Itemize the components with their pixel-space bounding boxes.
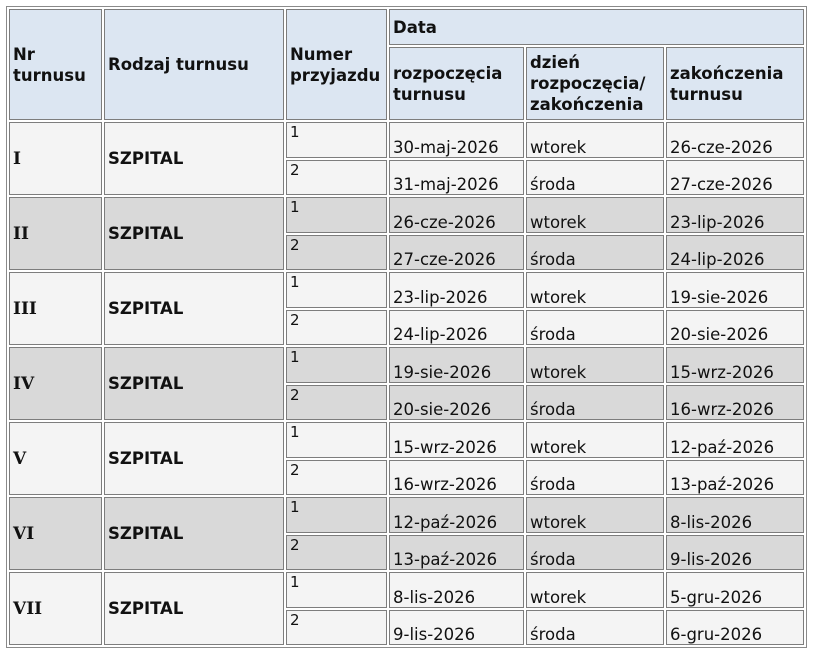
data-zakonczenia: 19-sie-2026 (666, 272, 804, 308)
data-zakonczenia: 15-wrz-2026 (666, 347, 804, 383)
dzien-tygodnia: środa (526, 160, 664, 196)
table-row (9, 572, 804, 608)
przyjazd-numer: 1 (286, 497, 387, 533)
przyjazd-numer: 2 (286, 535, 387, 571)
przyjazd-numer: 1 (286, 197, 387, 233)
dzien-tygodnia: wtorek (526, 422, 664, 458)
data-zakonczenia: 23-lip-2026 (666, 197, 804, 233)
header-rodzaj-turnusu: Rodzaj turnusu (104, 9, 284, 120)
table-row (9, 422, 804, 458)
turnus-rodzaj: SZPITAL (104, 572, 284, 645)
header-numer-przyjazdu: Numer przyjazdu (286, 9, 387, 120)
data-zakonczenia: 26-cze-2026 (666, 122, 804, 158)
data-rozpoczecia: 8-lis-2026 (389, 572, 524, 608)
turnus-nr: IV (9, 347, 102, 420)
przyjazd-numer: 1 (286, 122, 387, 158)
header-data: Data (389, 9, 804, 45)
turnus-rodzaj: SZPITAL (104, 272, 284, 345)
data-rozpoczecia: 19-sie-2026 (389, 347, 524, 383)
data-rozpoczecia: 24-lip-2026 (389, 310, 524, 346)
turnus-nr: VI (9, 497, 102, 570)
data-rozpoczecia: 13-paź-2026 (389, 535, 524, 571)
dzien-tygodnia: środa (526, 310, 664, 346)
dzien-tygodnia: wtorek (526, 497, 664, 533)
turnus-rodzaj: SZPITAL (104, 347, 284, 420)
turnus-nr: III (9, 272, 102, 345)
przyjazd-numer: 2 (286, 235, 387, 271)
data-rozpoczecia: 23-lip-2026 (389, 272, 524, 308)
data-rozpoczecia: 9-lis-2026 (389, 610, 524, 646)
data-zakonczenia: 8-lis-2026 (666, 497, 804, 533)
header-rozpoczecia: rozpoczęcia turnusu (389, 47, 524, 120)
data-zakonczenia: 27-cze-2026 (666, 160, 804, 196)
data-rozpoczecia: 27-cze-2026 (389, 235, 524, 271)
data-zakonczenia: 13-paź-2026 (666, 460, 804, 496)
header-dzien: dzień rozpoczęcia/ zakończenia (526, 47, 664, 120)
turnus-nr: I (9, 122, 102, 195)
dzien-tygodnia: środa (526, 235, 664, 271)
table-row (9, 497, 804, 533)
data-rozpoczecia: 31-maj-2026 (389, 160, 524, 196)
dzien-tygodnia: wtorek (526, 572, 664, 608)
data-rozpoczecia: 26-cze-2026 (389, 197, 524, 233)
przyjazd-numer: 2 (286, 610, 387, 646)
data-rozpoczecia: 16-wrz-2026 (389, 460, 524, 496)
header-nr-turnusu: Nr turnusu (9, 9, 102, 120)
przyjazd-numer: 1 (286, 422, 387, 458)
dzien-tygodnia: wtorek (526, 122, 664, 158)
przyjazd-numer: 1 (286, 572, 387, 608)
turnus-nr: II (9, 197, 102, 270)
data-zakonczenia: 5-gru-2026 (666, 572, 804, 608)
data-rozpoczecia: 12-paź-2026 (389, 497, 524, 533)
turnus-nr: V (9, 422, 102, 495)
header-zakonczenia: zakończenia turnusu (666, 47, 804, 120)
dzien-tygodnia: wtorek (526, 347, 664, 383)
przyjazd-numer: 2 (286, 160, 387, 196)
data-rozpoczecia: 30-maj-2026 (389, 122, 524, 158)
data-zakonczenia: 6-gru-2026 (666, 610, 804, 646)
table-row (9, 272, 804, 308)
turnus-nr: VII (9, 572, 102, 645)
table-row (9, 122, 804, 158)
turnus-rodzaj: SZPITAL (104, 197, 284, 270)
data-zakonczenia: 20-sie-2026 (666, 310, 804, 346)
turnus-rodzaj: SZPITAL (104, 422, 284, 495)
data-rozpoczecia: 20-sie-2026 (389, 385, 524, 421)
dzien-tygodnia: środa (526, 385, 664, 421)
dzien-tygodnia: środa (526, 610, 664, 646)
przyjazd-numer: 2 (286, 385, 387, 421)
data-zakonczenia: 9-lis-2026 (666, 535, 804, 571)
przyjazd-numer: 2 (286, 460, 387, 496)
przyjazd-numer: 1 (286, 347, 387, 383)
dzien-tygodnia: wtorek (526, 272, 664, 308)
data-zakonczenia: 12-paź-2026 (666, 422, 804, 458)
table-row (9, 347, 804, 383)
turnus-rodzaj: SZPITAL (104, 122, 284, 195)
przyjazd-numer: 2 (286, 310, 387, 346)
table-row (9, 197, 804, 233)
dzien-tygodnia: środa (526, 460, 664, 496)
data-rozpoczecia: 15-wrz-2026 (389, 422, 524, 458)
przyjazd-numer: 1 (286, 272, 387, 308)
turnus-schedule-table (6, 6, 807, 648)
data-zakonczenia: 24-lip-2026 (666, 235, 804, 271)
dzien-tygodnia: środa (526, 535, 664, 571)
data-zakonczenia: 16-wrz-2026 (666, 385, 804, 421)
turnus-rodzaj: SZPITAL (104, 497, 284, 570)
dzien-tygodnia: wtorek (526, 197, 664, 233)
